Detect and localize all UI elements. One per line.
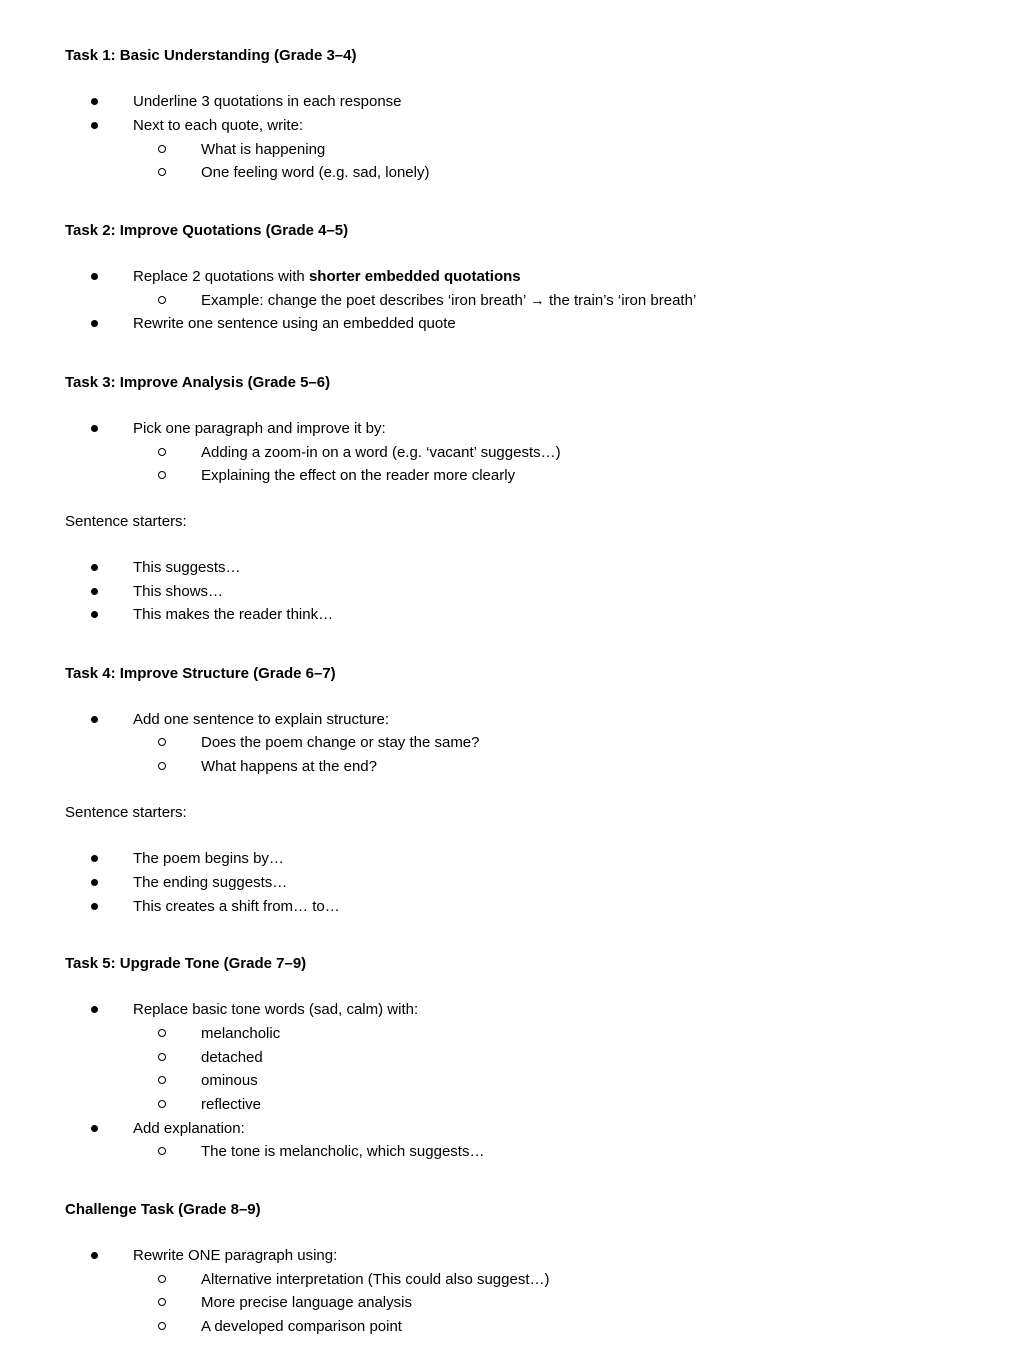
hollow-bullet-icon [158, 1070, 170, 1092]
list-item-text: This suggests… [133, 559, 241, 576]
list-item-text: This creates a shift from… to… [133, 898, 340, 915]
bullet-icon [90, 1118, 100, 1140]
list-item [0, 896, 1024, 918]
list-item-text: Underline 3 quotations in each response [133, 93, 402, 110]
bullet-icon [90, 313, 100, 335]
sub-list-item [0, 162, 1024, 184]
bullet-icon [90, 581, 100, 603]
list-item [0, 1118, 1024, 1140]
sub-list-item-text: A developed comparison point [201, 1318, 402, 1335]
sub-list-item-text: The tone is melancholic, which suggests… [201, 1143, 485, 1160]
task2-heading: Task 2: Improve Quotations (Grade 4–5) [65, 222, 349, 239]
task3-heading: Task 3: Improve Analysis (Grade 5–6) [65, 374, 331, 391]
sentence-starters-label: Sentence starters: [65, 804, 187, 821]
list-item [0, 872, 1024, 894]
list-item-text: Rewrite one sentence using an embedded quote [133, 315, 456, 332]
bullet-icon [90, 999, 100, 1021]
list-item-text [133, 266, 521, 288]
hollow-bullet-icon [158, 465, 170, 487]
sub-list-item-text: Alternative interpretation (This could also suggest…) [201, 1271, 550, 1288]
sub-list-item-text: Does the poem change or stay the same? [201, 734, 480, 751]
bullet-icon [90, 557, 100, 579]
list-item [0, 1245, 1024, 1267]
bullet-icon [90, 896, 100, 918]
sub-list-item [0, 1141, 1024, 1163]
hollow-bullet-icon [158, 1047, 170, 1069]
sub-list-item-text: Adding a zoom-in on a word (e.g. ‘vacant’ suggests…) [201, 444, 561, 461]
challenge-heading: Challenge Task (Grade 8–9) [65, 1201, 261, 1218]
sub-list-item [0, 290, 1024, 312]
sub-list-item-text: melancholic [201, 1025, 281, 1042]
list-item [0, 709, 1024, 731]
sub-list-item [0, 465, 1024, 487]
hollow-bullet-icon [158, 1292, 170, 1314]
sub-list-item [0, 1269, 1024, 1291]
list-item-text: Rewrite ONE paragraph using: [133, 1247, 338, 1264]
hollow-bullet-icon [158, 162, 170, 184]
bullet-icon [90, 872, 100, 894]
sub-list-item-text: Explaining the effect on the reader more clearly [201, 467, 516, 484]
hollow-bullet-icon [158, 1316, 170, 1338]
list-item-text: The ending suggests… [133, 874, 288, 891]
list-item-text: Replace basic tone words (sad, calm) with: [133, 1001, 419, 1018]
bullet-icon [90, 848, 100, 870]
list-item-text: Add one sentence to explain structure: [133, 711, 389, 728]
list-item-text: Pick one paragraph and improve it by: [133, 420, 386, 437]
list-item [0, 418, 1024, 440]
hollow-bullet-icon [158, 1094, 170, 1116]
bullet-icon [90, 604, 100, 626]
hollow-bullet-icon [158, 732, 170, 754]
sub-list-item [0, 732, 1024, 754]
list-item [0, 115, 1024, 137]
hollow-bullet-icon [158, 442, 170, 464]
list-item-text-plain: Replace 2 quotations with [133, 268, 309, 285]
list-item [0, 557, 1024, 579]
sub-list-item [0, 756, 1024, 778]
task4-heading: Task 4: Improve Structure (Grade 6–7) [65, 665, 336, 682]
sub-list-item-text: What is happening [201, 141, 326, 158]
sub-list-item [0, 442, 1024, 464]
sub-list-item-text: ominous [201, 1072, 258, 1089]
list-item [0, 266, 1024, 288]
sub-list-item-text: More precise language analysis [201, 1294, 412, 1311]
sub-list-item-text: detached [201, 1049, 263, 1066]
hollow-bullet-icon [158, 290, 170, 312]
sub-list-item [0, 1292, 1024, 1314]
list-item [0, 91, 1024, 113]
bullet-icon [90, 709, 100, 731]
list-item-text-bold: shorter embedded quotations [308, 268, 521, 285]
bullet-icon [90, 1245, 100, 1267]
sub-list-item [0, 139, 1024, 161]
list-item-text: Add explanation: [133, 1120, 245, 1137]
sentence-starters-label: Sentence starters: [65, 513, 187, 530]
list-item [0, 999, 1024, 1021]
hollow-bullet-icon [158, 139, 170, 161]
bullet-icon [90, 115, 100, 137]
hollow-bullet-icon [158, 756, 170, 778]
list-item-text: This shows… [133, 583, 224, 600]
hollow-bullet-icon [158, 1023, 170, 1045]
sub-list-item-text: What happens at the end? [201, 758, 377, 775]
sub-list-item-text: reflective [201, 1096, 262, 1113]
list-item-text: Next to each quote, write: [133, 117, 304, 134]
sub-list-item [0, 1316, 1024, 1338]
list-item-text: This makes the reader think… [133, 606, 334, 623]
list-item [0, 604, 1024, 626]
list-item [0, 313, 1024, 335]
sub-list-item-text: Example: change the poet describes ‘iron breath’ → the train’s ‘iron breath’ [201, 292, 697, 309]
list-item-text: The poem begins by… [133, 850, 284, 867]
list-item [0, 848, 1024, 870]
sub-list-item-text: One feeling word (e.g. sad, lonely) [201, 164, 430, 181]
bullet-icon [90, 91, 100, 113]
bullet-icon [90, 418, 100, 440]
task5-heading: Task 5: Upgrade Tone (Grade 7–9) [65, 955, 307, 972]
sub-list-item [0, 1023, 1024, 1045]
sub-list-item [0, 1094, 1024, 1116]
bullet-icon [90, 266, 100, 288]
hollow-bullet-icon [158, 1269, 170, 1291]
hollow-bullet-icon [158, 1141, 170, 1163]
sub-list-item [0, 1070, 1024, 1092]
task1-heading: Task 1: Basic Understanding (Grade 3–4) [65, 47, 357, 64]
sub-list-item [0, 1047, 1024, 1069]
list-item [0, 581, 1024, 603]
